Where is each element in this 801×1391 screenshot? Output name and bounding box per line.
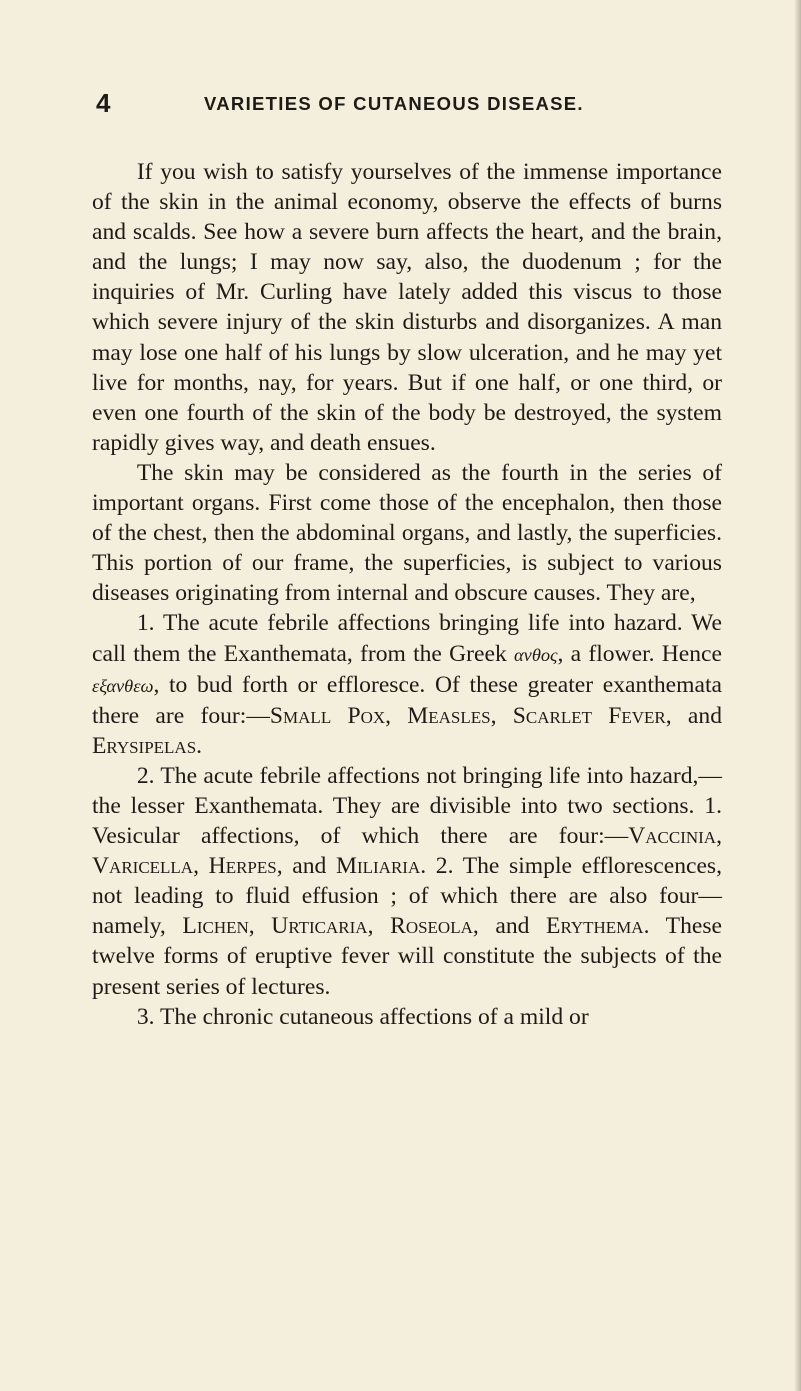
body-text [92, 157, 722, 1032]
text-segment: , [385, 702, 408, 729]
text-segment: , [248, 913, 272, 940]
running-head [96, 88, 716, 118]
disease-name: Erythema [546, 913, 644, 940]
greek-word-exantheo: εξανθεω [92, 675, 154, 696]
page-edge-shadow [794, 0, 801, 1391]
disease-name: Vaccinia [628, 823, 717, 850]
text-segment: , a flower. Hence [557, 640, 722, 667]
page-number: 4 [96, 88, 112, 118]
text-segment: . [196, 732, 203, 759]
disease-name: Lichen [182, 913, 249, 940]
text-segment: , [193, 853, 209, 880]
text-segment: , and [665, 702, 722, 729]
paragraph-chronic-affections: 3. The chronic cutaneous affections of a mild or [136, 1003, 589, 1030]
running-title: VARIETIES OF CUTANEOUS DISEASE. [204, 93, 584, 114]
paragraph-skin-importance: If you wish to satisfy yourselves of the immense importance of the skin in the animal economy, observe the effects of burns and scalds. See how a severe burn affects the heart, and the brain, and the lungs; I may now say, also, the duodenum ; for the inquiries of Mr. Curling have lately added this viscus to those which severe injury of the skin disturbs and disorganizes. A man may lose one half of his lungs by slow ulceration, and he may yet live for months, nay, for years. But if one half, or one third, or even one fourth of the skin of the body be destroyed, the system rapidly gives way, and death ensues. [92, 159, 722, 456]
disease-name: Erysipelas [92, 732, 197, 759]
text-segment: , [716, 823, 722, 850]
text-segment: . 2. The simple efflorescences, not leading to fluid effusion ; of which there are also four—namely, [92, 853, 723, 940]
disease-name: Urticaria [271, 913, 368, 940]
text-segment: , [490, 702, 513, 729]
paragraph-series-of-organs: The skin may be considered as the fourth in the series of important organs. First come those of the encephalon, then those of the chest, then the abdominal organs, and lastly, the superficies. This portion of our frame, the superficies, is subject to various diseases originating from internal and obscure causes. They are, [92, 459, 722, 607]
paragraph-greater-exanthemata [92, 608, 722, 760]
greek-word-anthos: ανθος [514, 644, 558, 665]
text-segment: 2. The acute febrile affections not bringing life into hazard,—the lesser Exanthemata. They are divisible into two sections. 1. Vesicular affections, of which there are four:— [92, 762, 722, 850]
disease-name: Small Pox [269, 702, 386, 729]
text-segment: , and [472, 913, 547, 940]
disease-name: Roseola [390, 913, 473, 940]
text-segment: 1. The acute febrile affections bringing life into hazard. We call them the Exanthemata, from the Greek [92, 610, 722, 667]
disease-name: Varicella [92, 853, 194, 880]
disease-name: Herpes [208, 853, 277, 880]
paragraph-lesser-exanthemata [92, 761, 722, 1002]
disease-name: Measles [407, 702, 491, 729]
text-segment: , [367, 913, 391, 940]
text-segment: , to bud forth or effloresce. Of these greater exanthemata there are four:— [92, 671, 722, 729]
text-segment: . These twelve forms of eruptive fever will constitute the subjects of the present series of lectures. [92, 913, 722, 1000]
disease-name: Scarlet Fever [512, 702, 666, 729]
text-segment: , and [276, 853, 336, 880]
disease-name: Miliaria [336, 853, 421, 880]
